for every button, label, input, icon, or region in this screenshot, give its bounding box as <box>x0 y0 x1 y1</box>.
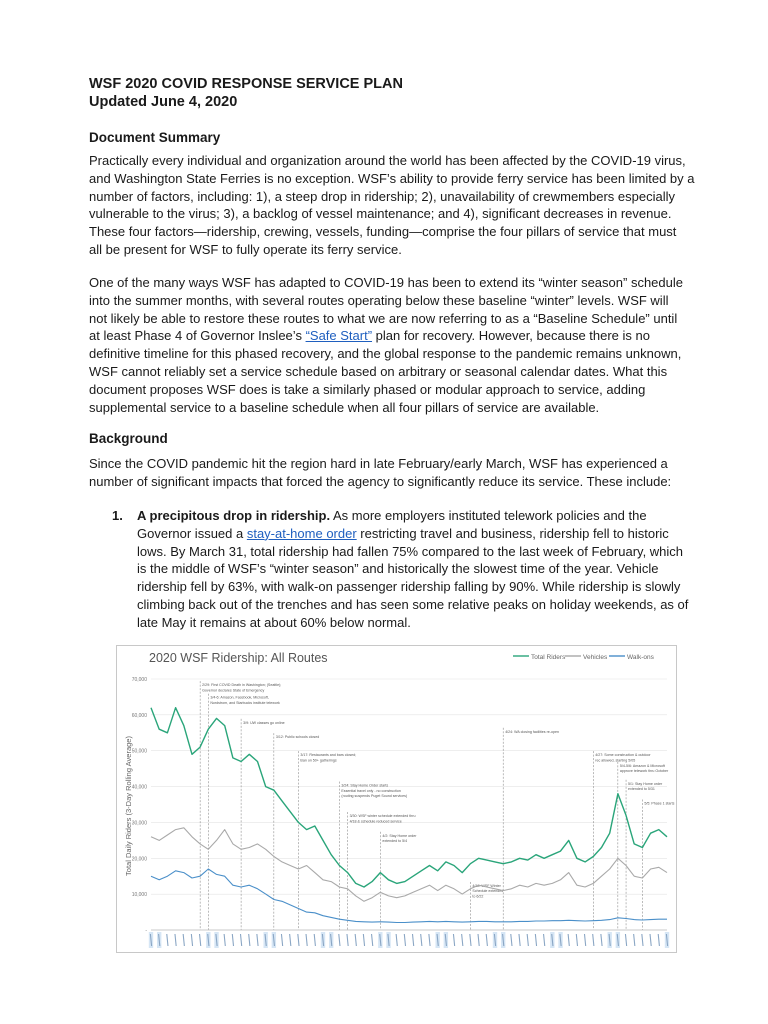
text-line: vulnerable to the virus; 3), a backlog of vessel maintenance; and 4), significant decreases in revenue. <box>89 206 672 222</box>
x-tick-label <box>658 934 659 946</box>
x-tick-label <box>249 934 250 946</box>
x-tick-label <box>191 934 192 946</box>
y-tick-label: 20,000 <box>131 856 147 863</box>
annotation-text: 3/9: UW classes go online <box>243 720 285 725</box>
y-tick-label: 50,000 <box>131 748 147 755</box>
x-tick-label <box>584 934 585 946</box>
x-tick-label <box>396 934 397 946</box>
annotation-text: 4/18 & schedule reduced service <box>349 819 402 824</box>
x-tick-label <box>347 934 348 946</box>
annotation-text: to 6/22 <box>472 894 484 899</box>
text-line: late May it remains at about 60% below normal. <box>137 614 411 630</box>
x-tick-label <box>593 934 594 946</box>
x-tick-label <box>478 934 479 946</box>
annotation-text: Schedule extended <box>472 889 504 894</box>
text-line: supplemental service to a baseline schedule when all four pillars of service are available. <box>89 399 600 415</box>
annotation-text: Governor declares State of Emergency <box>202 688 265 693</box>
annotation-text: rec allowed, starting 5/05 <box>595 758 636 763</box>
list-number: 1. <box>112 508 123 523</box>
text-line: climbing back out of the trenches and has seen some relative peaks on holiday weekends, as of <box>137 596 689 612</box>
text-line <box>112 507 692 525</box>
text-line <box>89 327 689 345</box>
annotation-text: 4/27: Some construction & outdoor <box>595 753 651 758</box>
x-tick-label <box>339 934 340 946</box>
x-tick-label <box>634 934 635 946</box>
text-line: number of significant impacts that forced the agency to significantly reduce its service. These include: <box>89 473 672 489</box>
x-tick-label <box>224 934 225 946</box>
x-tick-label <box>257 934 258 946</box>
text-line: One of the many ways WSF has adapted to COVID-19 has been to extend its “winter season” schedule <box>89 275 683 290</box>
text-line: not likely be able to restore these routes to what we are now referring to as a “Baseline Schedule” until <box>89 310 678 326</box>
y-tick-label: - <box>145 928 147 934</box>
text-line: lows. By March 31, total ridership had fallen 75% compared to the last week of February, which <box>137 543 684 559</box>
x-tick-label <box>183 934 184 946</box>
annotation-text: Essential travel only - no construction <box>341 788 401 793</box>
annotation-text: extended to 5/4 <box>382 838 408 843</box>
annotation-text: 5/4-5/6: Amazon & Microsoft <box>619 763 666 768</box>
x-tick-label <box>453 934 454 946</box>
y-tick-label: 60,000 <box>131 712 147 719</box>
list-item-lead: A precipitous drop in ridership. <box>137 508 331 523</box>
x-tick-label <box>167 934 168 946</box>
annotation-text: Ban on 50+ gatherings <box>300 758 337 763</box>
section-heading-background: Background <box>89 431 168 446</box>
legend-label-walkons: Walk-ons <box>627 654 654 661</box>
annotation-text: extended to 5/31 <box>628 786 655 791</box>
x-tick-label <box>306 934 307 946</box>
y-tick-label: 70,000 <box>131 677 147 683</box>
annotation-text: Nordstrom, and Starbucks institute telework <box>210 700 280 705</box>
text-line: ridership fell by 63%, with walk-on passenger ridership falling by 90%. While ridership is slowly <box>137 579 681 595</box>
x-tick-label <box>429 934 430 946</box>
text-line: These four factors—ridership, crewing, vessels, funding—comprise the four pillars of service that must <box>89 224 677 240</box>
summary-paragraph-2 <box>89 274 689 416</box>
y-axis-label: Total Daily Riders (3-Day Rolling Average) <box>124 736 133 876</box>
annotation-text: 5/1: Stay Home order <box>628 781 663 786</box>
text-line: is the middle of WSF’s “winter season” and historically the slowest time of the year. Vehicle <box>137 561 659 577</box>
text-line: document proposes WSF does is take a similarly phased or modular approach to service, adding <box>89 381 646 397</box>
text-line: Since the COVID pandemic hit the region hard in late February/early March, WSF has experienced a <box>89 456 668 471</box>
text-line <box>112 525 692 543</box>
x-tick-label <box>576 934 577 946</box>
x-tick-label <box>240 934 241 946</box>
y-tick-label: 10,000 <box>131 892 147 899</box>
x-tick-label <box>421 934 422 946</box>
series-line-vehicles <box>151 828 667 902</box>
x-tick-label <box>281 934 282 946</box>
x-tick-label <box>519 934 520 946</box>
document-title: WSF 2020 COVID RESPONSE SERVICE PLAN <box>89 76 403 92</box>
x-tick-label <box>462 934 463 946</box>
text-line: all be present for WSF to fully operate its ferry service. <box>89 241 402 257</box>
ridership-chart <box>116 645 677 953</box>
safe-start-link[interactable]: “Safe Start” <box>305 328 373 344</box>
annotation-text: 4/2: Stay Home order <box>382 833 417 838</box>
section-heading-summary: Document Summary <box>89 130 221 145</box>
x-tick-label <box>175 934 176 946</box>
x-tick-label <box>404 934 405 946</box>
x-tick-label <box>372 934 373 946</box>
x-tick-label <box>511 934 512 946</box>
stay-at-home-order-link[interactable]: stay-at-home order <box>246 525 357 541</box>
text-line: and Washington State Ferries is no exception. WSF’s ability to provide ferry service has been limited by a <box>89 170 695 186</box>
annotation-text: 5/5: Phase 1 starts <box>644 801 675 806</box>
x-tick-label <box>486 934 487 946</box>
text-segment: at least Phase 4 of Governor Inslee’s <box>89 328 306 344</box>
x-tick-label <box>314 934 315 946</box>
x-tick-label <box>650 934 651 946</box>
chart-legend <box>513 654 655 661</box>
x-tick-label <box>412 934 413 946</box>
annotation-text: 2/29: First COVID Death in Washington; (Seattle); <box>202 683 282 688</box>
text-line: WSF cannot reliably set a service schedule based on arbitrary or seasonal calendar dates. What this <box>89 363 668 379</box>
annotation-text: (routing suspends Puget Sound services) <box>341 793 408 798</box>
text-segment: plan for recovery. However, because there is no <box>372 328 650 344</box>
text-segment: Governor issued a <box>137 525 247 541</box>
x-tick-label <box>625 934 626 946</box>
document-updated-date: Updated June 4, 2020 <box>89 94 238 110</box>
annotation-text: 4/18: WSF Winter <box>472 883 501 888</box>
y-tick-label: 30,000 <box>131 820 147 827</box>
text-segment: As more employers instituted telework policies and the <box>330 508 647 523</box>
legend-label-total: Total Riders <box>531 654 566 661</box>
x-tick-label <box>355 934 356 946</box>
summary-paragraph-1 <box>89 152 695 259</box>
x-tick-label <box>298 934 299 946</box>
x-tick-label <box>470 934 471 946</box>
x-tick-label <box>527 934 528 946</box>
annotation-text: 3/30: WSF winter schedule extended thru <box>349 814 416 819</box>
annotation-text: 3/12: Public schools closed <box>275 735 320 740</box>
annotation-text: approve telework thru October <box>619 769 669 774</box>
background-paragraph-1 <box>89 455 689 491</box>
annotation-text: 3/24: Stay Home Order starts <box>341 783 389 788</box>
annotation-text: 3/17: Restaurants and bars closed; <box>300 753 357 758</box>
x-tick-label <box>642 934 643 946</box>
annotation-text: 4/24: WA closing facilities re-open <box>505 729 560 734</box>
text-line: into the summer months, with several routes operating below these baseline “winter” levels. WSF will <box>89 292 669 308</box>
ridership-chart-svg <box>117 646 676 952</box>
x-tick-label <box>568 934 569 946</box>
annotation-text: 3/4-6: Amazon, Facebook, Microsoft, <box>210 695 269 700</box>
series-line-total <box>151 708 667 887</box>
chart-title: 2020 WSF Ridership: All Routes <box>149 651 328 665</box>
x-tick-label <box>544 934 545 946</box>
text-segment: restricting travel and business, ridership fell to historic <box>356 525 669 541</box>
x-tick-label <box>601 934 602 946</box>
text-line: Practically every individual and organization around the world has been affected by the COVID-19 virus, <box>89 153 686 168</box>
x-tick-label <box>200 934 201 946</box>
list-item <box>112 507 692 632</box>
x-tick-label <box>290 934 291 946</box>
x-tick-label <box>232 934 233 946</box>
legend-label-vehicles: Vehicles <box>583 654 608 661</box>
series-line-walkons <box>151 869 667 923</box>
x-tick-label <box>535 934 536 946</box>
text-line: number of factors, including: 1), a steep drop in ridership; 2), unavailability of crewmembers especially <box>89 188 675 204</box>
y-tick-label: 40,000 <box>131 784 147 791</box>
x-tick-label <box>363 934 364 946</box>
text-line: definitive timeline for this phased recovery, and the global response to the pandemic remains unknown, <box>89 346 682 362</box>
